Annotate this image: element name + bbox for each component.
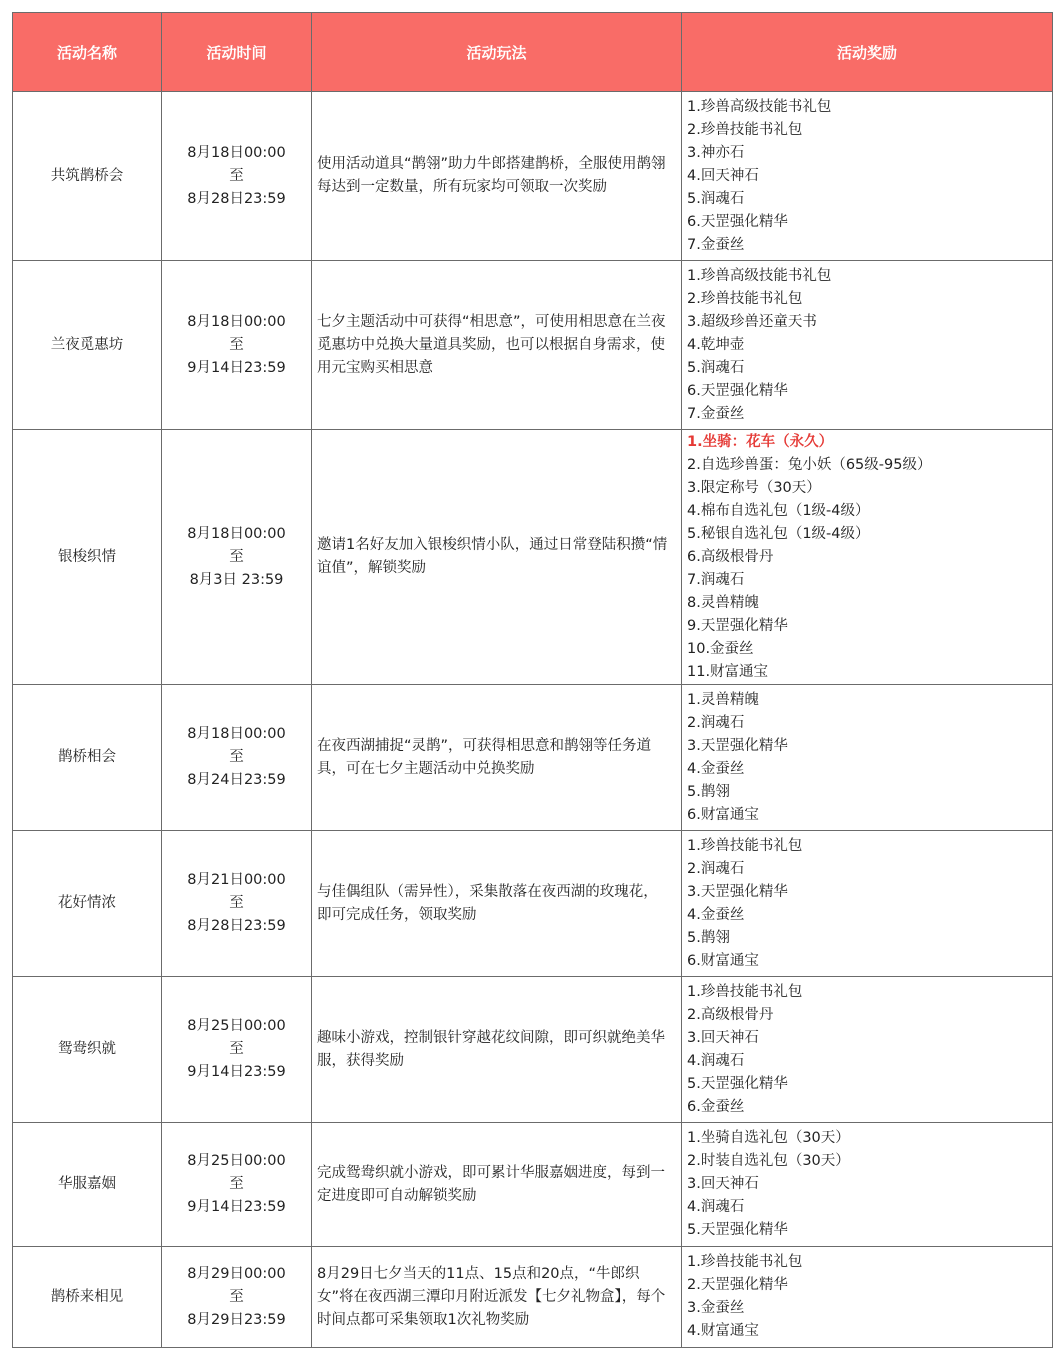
reward-item: 5.秘银自选礼包（1级-4级） xyxy=(687,525,870,542)
time-line: 至 xyxy=(229,548,244,565)
time-line: 至 xyxy=(229,895,244,911)
reward-item: 1.坐骑：花车（永久） xyxy=(687,433,834,450)
time-line: 8月28日23:59 xyxy=(187,190,286,207)
reward-item: 6.财富通宝 xyxy=(687,952,759,969)
activity-name: 银梭织情 xyxy=(13,430,162,685)
reward-item: 5.天罡强化精华 xyxy=(687,1222,788,1238)
time-line: 9月14日23:59 xyxy=(187,1199,286,1215)
time-line: 8月21日00:00 xyxy=(187,872,286,888)
activity-time xyxy=(162,1247,312,1348)
table-row xyxy=(13,430,1053,685)
reward-item: 8.灵兽精魄 xyxy=(687,594,759,611)
reward-item: 7.润魂石 xyxy=(687,571,745,588)
reward-item: 5.润魂石 xyxy=(687,359,745,376)
header-row xyxy=(13,13,1053,92)
time-line: 8月25日00:00 xyxy=(187,1153,286,1169)
time-line: 至 xyxy=(229,167,244,184)
activity-time xyxy=(162,685,312,831)
activity-name: 华服嘉姻 xyxy=(13,1123,162,1247)
reward-item: 6.财富通宝 xyxy=(687,806,759,823)
reward-item: 1.坐骑自选礼包（30天） xyxy=(687,1130,850,1146)
reward-item: 2.润魂石 xyxy=(687,860,745,877)
time-line: 至 xyxy=(229,1288,244,1305)
header-play: 活动玩法 xyxy=(312,13,682,92)
activity-reward xyxy=(682,1123,1053,1247)
activity-reward xyxy=(682,831,1053,977)
table-row xyxy=(13,1123,1053,1247)
activity-reward xyxy=(682,92,1053,261)
time-line: 至 xyxy=(229,1041,244,1057)
time-line: 8月25日00:00 xyxy=(187,1018,286,1034)
activity-name: 鹊桥来相见 xyxy=(13,1247,162,1348)
time-line: 8月29日23:59 xyxy=(187,1311,286,1328)
reward-item: 5.天罡强化精华 xyxy=(687,1075,788,1092)
reward-item: 6.天罡强化精华 xyxy=(687,382,788,399)
reward-item: 7.金蚕丝 xyxy=(687,405,745,422)
activity-time xyxy=(162,977,312,1123)
reward-item: 1.珍兽技能书礼包 xyxy=(687,983,803,1000)
table-body xyxy=(13,92,1053,1348)
table-row xyxy=(13,977,1053,1123)
reward-item: 6.金蚕丝 xyxy=(687,1098,745,1115)
reward-item: 5.鹊翎 xyxy=(687,929,730,946)
reward-item: 10.金蚕丝 xyxy=(687,640,754,657)
activity-time xyxy=(162,261,312,430)
reward-item: 2.高级根骨丹 xyxy=(687,1006,774,1023)
activity-reward xyxy=(682,430,1053,685)
activity-play: 邀请1名好友加入银梭织情小队，通过日常登陆积攒“情谊值”，解锁奖励 xyxy=(312,430,682,685)
reward-item: 2.时装自选礼包（30天） xyxy=(687,1153,850,1169)
time-line: 8月28日23:59 xyxy=(187,918,286,934)
activity-reward xyxy=(682,977,1053,1123)
time-line: 8月24日23:59 xyxy=(187,772,286,788)
activity-name: 共筑鹊桥会 xyxy=(13,92,162,261)
time-line: 9月14日23:59 xyxy=(187,1064,286,1080)
reward-item: 5.鹊翎 xyxy=(687,783,730,800)
reward-item: 3.超级珍兽还童天书 xyxy=(687,313,817,330)
reward-item: 3.回天神石 xyxy=(687,1176,759,1192)
table-row xyxy=(13,831,1053,977)
reward-item: 2.自选珍兽蛋：兔小妖（65级-95级） xyxy=(687,456,932,473)
time-line: 8月18日00:00 xyxy=(187,144,286,161)
activity-play: 七夕主题活动中可获得“相思意”，可使用相思意在兰夜觅惠坊中兑换大量道具奖励，也可以根据自身需求，使用元宝购买相思意 xyxy=(312,261,682,430)
reward-item: 3.天罡强化精华 xyxy=(687,737,788,754)
reward-item: 1.珍兽高级技能书礼包 xyxy=(687,267,832,284)
reward-item: 4.乾坤壶 xyxy=(687,336,745,353)
table-row xyxy=(13,1247,1053,1348)
reward-item: 4.润魂石 xyxy=(687,1199,745,1215)
reward-item: 1.珍兽技能书礼包 xyxy=(687,1254,803,1270)
time-line: 至 xyxy=(229,1176,244,1192)
activity-reward xyxy=(682,685,1053,831)
reward-item: 3.回天神石 xyxy=(687,1029,759,1046)
activity-time xyxy=(162,1123,312,1247)
table-row xyxy=(13,261,1053,430)
header-time: 活动时间 xyxy=(162,13,312,92)
table-row xyxy=(13,92,1053,261)
time-line: 8月18日00:00 xyxy=(187,726,286,742)
activity-name: 兰夜觅惠坊 xyxy=(13,261,162,430)
activity-play: 趣味小游戏，控制银针穿越花纹间隙，即可织就绝美华服，获得奖励 xyxy=(312,977,682,1123)
reward-item: 4.棉布自选礼包（1级-4级） xyxy=(687,502,870,519)
reward-item: 2.珍兽技能书礼包 xyxy=(687,121,803,138)
reward-item: 1.珍兽高级技能书礼包 xyxy=(687,98,832,115)
header-reward: 活动奖励 xyxy=(682,13,1053,92)
reward-item: 4.回天神石 xyxy=(687,167,759,184)
time-line: 8月3日 23:59 xyxy=(189,571,284,588)
activity-play: 在夜西湖捕捉“灵鹊”，可获得相思意和鹊翎等任务道具，可在七夕主题活动中兑换奖励 xyxy=(312,685,682,831)
reward-item: 5.润魂石 xyxy=(687,190,745,207)
activity-time xyxy=(162,92,312,261)
reward-item: 4.金蚕丝 xyxy=(687,906,745,923)
activity-name: 鹊桥相会 xyxy=(13,685,162,831)
time-line: 8月29日00:00 xyxy=(187,1265,286,1282)
reward-item: 4.财富通宝 xyxy=(687,1323,759,1339)
reward-item: 2.润魂石 xyxy=(687,714,745,731)
time-line: 至 xyxy=(229,336,244,353)
activity-play: 8月29日七夕当天的11点、15点和20点，“牛郎织女”将在夜西湖三潭印月附近派发【七夕礼物盒】，每个时间点都可采集领取1次礼物奖励 xyxy=(312,1247,682,1348)
reward-item: 4.润魂石 xyxy=(687,1052,745,1069)
reward-item: 9.天罡强化精华 xyxy=(687,617,788,634)
reward-item: 3.金蚕丝 xyxy=(687,1300,745,1316)
activity-name: 花好情浓 xyxy=(13,831,162,977)
activity-reward xyxy=(682,261,1053,430)
activity-play: 与佳偶组队（需异性），采集散落在夜西湖的玫瑰花，即可完成任务，领取奖励 xyxy=(312,831,682,977)
table-row xyxy=(13,685,1053,831)
reward-item: 6.高级根骨丹 xyxy=(687,548,774,565)
reward-item: 11.财富通宝 xyxy=(687,663,769,680)
time-line: 8月18日00:00 xyxy=(187,313,286,330)
reward-item: 3.天罡强化精华 xyxy=(687,883,788,900)
reward-item: 1.珍兽技能书礼包 xyxy=(687,837,803,854)
activity-play: 完成鸳鸯织就小游戏，即可累计华服嘉姻进度，每到一定进度即可自动解锁奖励 xyxy=(312,1123,682,1247)
reward-item: 7.金蚕丝 xyxy=(687,236,745,253)
activity-name: 鸳鸯织就 xyxy=(13,977,162,1123)
reward-item: 2.珍兽技能书礼包 xyxy=(687,290,803,307)
reward-item: 6.天罡强化精华 xyxy=(687,213,788,230)
time-line: 8月18日00:00 xyxy=(187,525,286,542)
reward-item: 3.限定称号（30天） xyxy=(687,479,821,496)
header-name: 活动名称 xyxy=(13,13,162,92)
activity-time xyxy=(162,430,312,685)
activity-play: 使用活动道具“鹊翎”助力牛郎搭建鹊桥，全服使用鹊翎每达到一定数量，所有玩家均可领取一次奖励 xyxy=(312,92,682,261)
activity-time xyxy=(162,831,312,977)
time-line: 9月14日23:59 xyxy=(187,359,286,376)
reward-item: 1.灵兽精魄 xyxy=(687,691,759,708)
activity-reward xyxy=(682,1247,1053,1348)
reward-item: 4.金蚕丝 xyxy=(687,760,745,777)
time-line: 至 xyxy=(229,749,244,765)
reward-item: 2.天罡强化精华 xyxy=(687,1277,788,1293)
reward-item: 3.神亦石 xyxy=(687,144,745,161)
event-table xyxy=(12,12,1053,1348)
